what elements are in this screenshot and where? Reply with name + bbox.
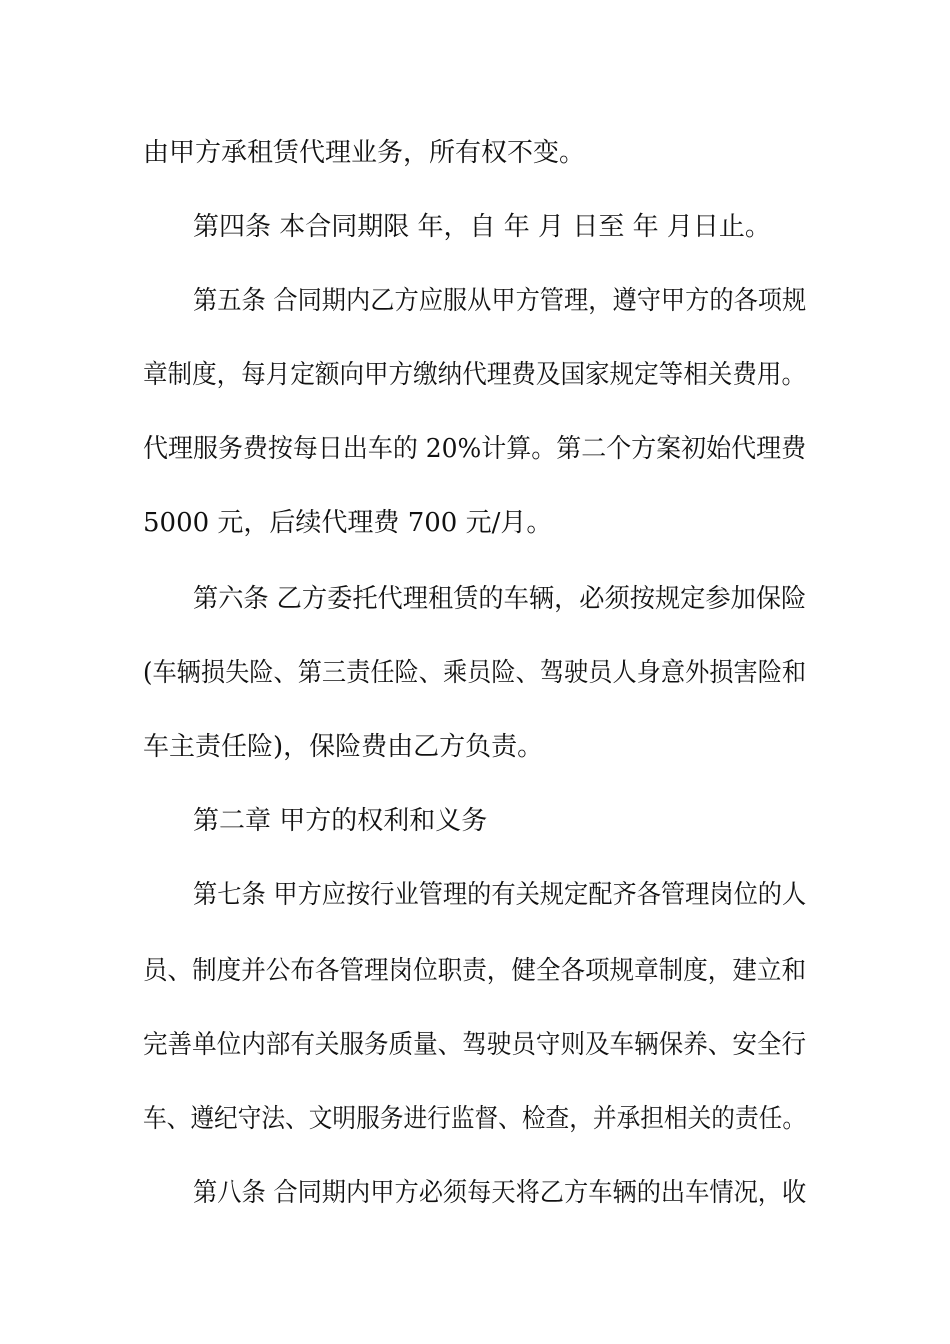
text-line-8: (车辆损失险、第三责任险、乘员险、驾驶员人身意外损害险和 [143, 658, 807, 688]
text-line-4: 章制度，每月定额向甲方缴纳代理费及国家规定等相关费用。 [143, 360, 807, 390]
text-line-6: 5000 元，后续代理费 700 元/月。 [143, 508, 553, 538]
text-line-1: 由甲方承租赁代理业务，所有权不变。 [143, 138, 586, 168]
text-line-9: 车主责任险)，保险费由乙方负责。 [143, 732, 544, 762]
text-line-2: 第四条 本合同期限 年，自 年 月 日至 年 月日止。 [193, 212, 771, 242]
text-line-7: 第六条 乙方委托代理租赁的车辆，必须按规定参加保险 [193, 584, 807, 614]
text-line-12: 员、制度并公布各管理岗位职责，健全各项规章制度，建立和 [143, 956, 807, 986]
text-line-11: 第七条 甲方应按行业管理的有关规定配齐各管理岗位的人 [193, 880, 807, 910]
text-line-3: 第五条 合同期内乙方应服从甲方管理，遵守甲方的各项规 [193, 286, 807, 316]
text-line-14: 车、遵纪守法、文明服务进行监督、检查，并承担相关的责任。 [143, 1104, 807, 1134]
text-line-13: 完善单位内部有关服务质量、驾驶员守则及车辆保养、安全行 [143, 1030, 807, 1060]
chapter-heading: 第二章 甲方的权利和义务 [193, 806, 488, 836]
text-line-15: 第八条 合同期内甲方必须每天将乙方车辆的出车情况，收 [193, 1178, 807, 1208]
text-line-5: 代理服务费按每日出车的 20%计算。第二个方案初始代理费 [143, 434, 807, 464]
